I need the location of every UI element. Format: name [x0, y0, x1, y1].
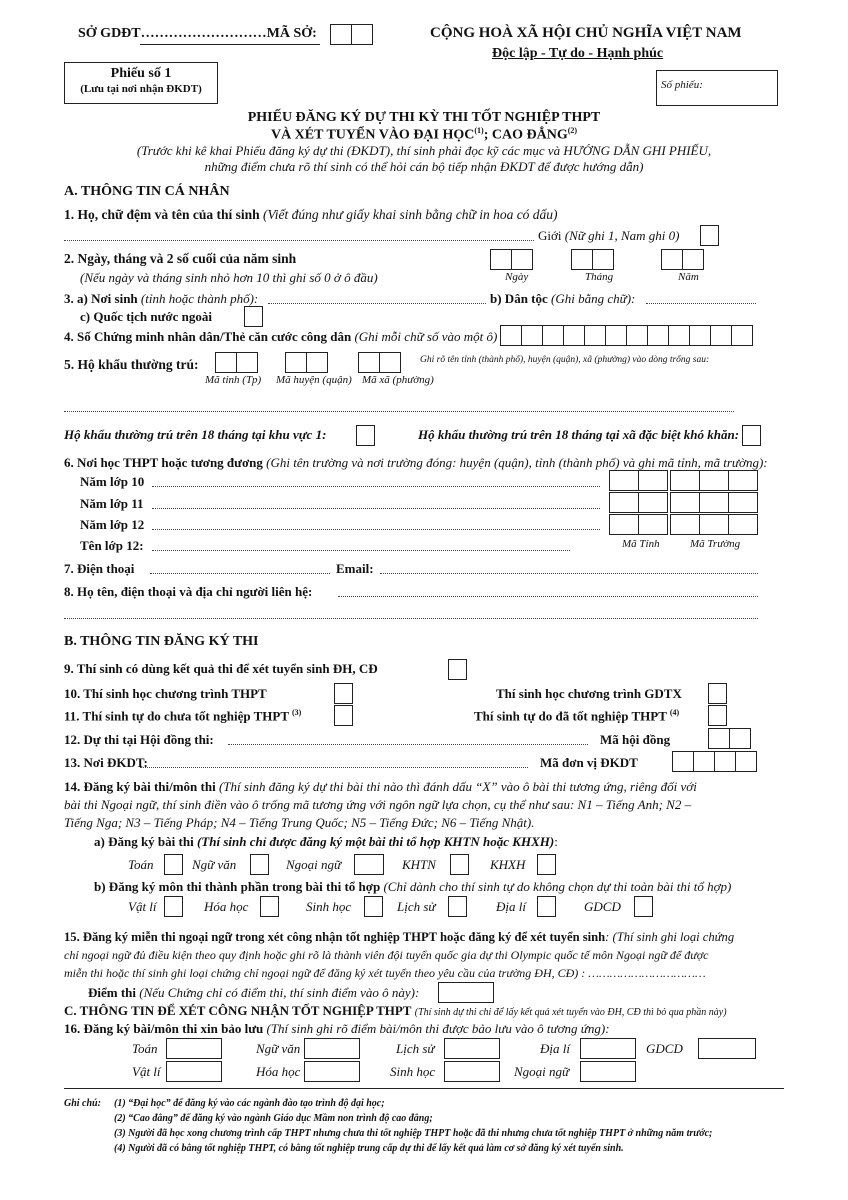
q16-label: 16. Đăng ký bài/môn thi xin bảo lưu: [64, 1021, 264, 1036]
note-3: (3) Người đã học xong chương trình cấp THPT nhưng chưa thi tốt nghiệp THPT hoặc đã thi nhưng chưa tốt nghiệp THPT ở những năm trước;: [114, 1128, 713, 1139]
title-part: VÀ XÉT TUYỂN VÀO ĐẠI HỌC: [270, 127, 475, 143]
q2-note: (Nếu ngày và tháng sinh nhỏ hơn 10 thì ghi số 0 ở ô đầu): [80, 270, 378, 285]
kv1-label: Hộ khẩu thường trú trên 18 tháng tại khu vực 1:: [64, 427, 327, 442]
notes-label: Ghi chú:: [64, 1098, 101, 1109]
q6-line: [64, 455, 768, 471]
ma-huyen-boxes[interactable]: [285, 352, 328, 373]
ma-tinh-tp-boxes[interactable]: [215, 352, 258, 373]
phieu-so-box: [64, 62, 218, 104]
ngay-boxes[interactable]: [490, 249, 533, 270]
gioi-label: Giới: [538, 228, 562, 243]
note-2: (2) “Cao đẳng” để đăng ký vào ngành Giáo dục Mầm non trình độ cao đẳng;: [114, 1113, 433, 1124]
bao-luu-box[interactable]: [304, 1061, 360, 1082]
q13-label: 13. Nơi ĐKDT:: [64, 755, 148, 770]
cmnd-boxes[interactable]: [500, 325, 753, 346]
diem-thi-box[interactable]: [438, 982, 494, 1003]
ma-tinh-label: Mã Tỉnh: [622, 538, 660, 550]
title-sup-2: (2): [567, 126, 578, 135]
q16-line: [64, 1021, 610, 1037]
phieu-note: (Lưu tại nơi nhận ĐKDT): [80, 83, 202, 95]
q14a-line: [94, 834, 558, 850]
bao-luu-label: Toán: [132, 1041, 158, 1056]
sub-b-label: Hóa học: [204, 899, 249, 914]
so-phieu-field[interactable]: [656, 70, 778, 106]
diem-thi-label: Điểm thi: [88, 985, 137, 1000]
so-gddt-label: SỞ GDĐT………………………MÃ SỞ:: [78, 26, 317, 41]
ma-tinh-tp-label: Mã tỉnh (Tp): [205, 374, 262, 386]
q11-box[interactable]: [334, 705, 353, 726]
sub-b-box[interactable]: [634, 896, 653, 917]
q15-label: 15. Đăng ký miễn thi ngoại ngữ trong xét công nhận tốt nghiệp THPT hoặc đăng ký để xét tuyển sinh: [64, 930, 606, 944]
q10-label: 10. Thí sinh học chương trình THPT: [64, 686, 267, 701]
phieu-so: Phiếu số 1: [110, 66, 172, 81]
sub-a-label: Ngữ văn: [192, 857, 237, 872]
ma-xa-boxes[interactable]: [358, 352, 401, 373]
quoc-tich-box[interactable]: [244, 306, 263, 327]
lop11-ma-truong[interactable]: [670, 492, 758, 513]
q11-line: [64, 708, 301, 724]
diem-thi-note: (Nếu Chứng chỉ có điểm thi, thí sinh điểm vào ô này):: [139, 985, 420, 1000]
email-label: Email:: [336, 561, 374, 576]
ma-so-boxes[interactable]: [330, 24, 373, 45]
sub-a-box[interactable]: [354, 854, 384, 875]
lop10-ma-tinh[interactable]: [609, 470, 668, 491]
q16-note: (Thí sinh ghi rõ điểm bài/môn thi được bảo lưu vào ô tương ứng):: [266, 1021, 610, 1036]
q1-note: (Viết đúng như giấy khai sinh bằng chữ in hoa có dấu): [263, 207, 558, 222]
q4-note: (Ghi mỗi chữ số vào một ô): [354, 329, 498, 344]
q3a-note: (tỉnh hoặc thành phố):: [140, 291, 259, 306]
thang-label: Tháng: [585, 271, 614, 283]
q4-label: 4. Số Chứng minh nhân dân/Thẻ căn cước công dân: [64, 329, 352, 344]
ma-hoi-dong-label: Mã hội đồng: [600, 732, 671, 747]
q14a-label: a) Đăng ký bài thi: [94, 834, 194, 849]
q3a-line: [64, 291, 258, 307]
bao-luu-box[interactable]: [580, 1061, 636, 1082]
ma-don-vi-label: Mã đơn vị ĐKDT: [540, 755, 638, 770]
bao-luu-label: Địa lí: [540, 1041, 570, 1056]
q8-label: 8. Họ tên, điện thoại và địa chỉ người liên hệ:: [64, 584, 313, 599]
lop11-label: Năm lớp 11: [80, 496, 144, 511]
email-field[interactable]: [380, 573, 758, 574]
so-gddt-underline: [140, 44, 320, 45]
q14-line: [64, 779, 697, 795]
sub-a-box[interactable]: [537, 854, 556, 875]
bao-luu-box[interactable]: [698, 1038, 756, 1059]
motto: Độc lập - Tự do - Hạnh phúc: [492, 46, 664, 61]
footer-divider: [64, 1088, 784, 1089]
q6-note: (Ghi tên trường và nơi trường đóng: huyện (quận), tỉnh (thành phố) và ghi mã tỉnh, mã trường):: [266, 455, 768, 470]
section-a-title: A. THÔNG TIN CÁ NHÂN: [64, 184, 230, 199]
form-title-1: PHIẾU ĐĂNG KÝ DỰ THI KỲ THI TỐT NGHIỆP THPT: [247, 110, 601, 125]
lop11-field[interactable]: [152, 508, 600, 509]
gdtx-label: Thí sinh học chương trình GDTX: [496, 686, 682, 701]
q4-line: [64, 329, 497, 345]
q15-line: [64, 930, 734, 945]
dan-toc-field[interactable]: [646, 303, 756, 304]
bao-luu-box[interactable]: [580, 1038, 636, 1059]
dbkk-label: Hộ khẩu thường trú trên 18 tháng tại xã đặc biệt khó khăn:: [418, 427, 740, 442]
sub-a-label: KHXH: [490, 857, 526, 872]
lop12-label: Năm lớp 12: [80, 517, 145, 532]
q7-label: 7. Điện thoại: [64, 561, 135, 576]
section-c-line: [64, 1003, 727, 1019]
bao-luu-label: Sinh học: [390, 1064, 436, 1079]
thang-boxes[interactable]: [571, 249, 614, 270]
sub-b-box[interactable]: [448, 896, 467, 917]
sub-a-box[interactable]: [164, 854, 183, 875]
q14-note3: Tiếng Nga; N3 – Tiếng Pháp; N4 – Tiếng Trung Quốc; N5 – Tiếng Đức; N6 – Tiếng Nhật).: [64, 815, 535, 830]
section-c-title: C. THÔNG TIN ĐỂ XÉT CÔNG NHẬN TỐT NGHIỆP THPT: [64, 1003, 412, 1018]
diem-thi-line: [88, 985, 419, 1001]
ma-hoi-dong-boxes[interactable]: [708, 728, 751, 749]
ten-lop12-label: Tên lớp 12:: [80, 538, 144, 553]
q12-label: 12. Dự thi tại Hội đồng thi:: [64, 732, 214, 747]
sub-b-label: Lịch sử: [397, 899, 436, 914]
title-sup-1: (1): [474, 126, 484, 135]
bao-luu-label: Lịch sử: [396, 1041, 435, 1056]
q1-label: 1. Họ, chữ đệm và tên của thí sinh: [64, 207, 260, 222]
sub-a-label: Toán: [128, 857, 154, 872]
sub-b-label: Vật lí: [128, 899, 157, 914]
form-title-2: [0, 126, 848, 144]
lop10-ma-truong[interactable]: [670, 470, 758, 491]
ho-khau-address-field[interactable]: [64, 411, 734, 412]
bao-luu-label: Vật lí: [132, 1064, 161, 1079]
bao-luu-box[interactable]: [166, 1038, 222, 1059]
sub-b-box[interactable]: [260, 896, 279, 917]
gioi-note: (Nữ ghi 1, Nam ghi 0): [564, 228, 680, 243]
nam-label: Năm: [678, 271, 699, 283]
bao-luu-box[interactable]: [166, 1061, 222, 1082]
q9-box[interactable]: [448, 659, 467, 680]
bao-luu-box[interactable]: [304, 1038, 360, 1059]
kv1-box[interactable]: [356, 425, 375, 446]
so-phieu-label: Số phiếu:: [661, 79, 703, 91]
q14-note1: (Thí sinh đăng ký dự thi bài thi nào thì đánh dấu “X” vào ô bài thi tương ứng, riêng đối với: [218, 779, 697, 794]
lop12-ma-tinh[interactable]: [609, 514, 668, 535]
ma-truong-label: Mã Trường: [690, 538, 741, 550]
note-1: (1) “Đại học” để đăng ký vào các ngành đào tạo trình độ đại học;: [114, 1098, 385, 1109]
q11b-label: Thí sinh tự do đã tốt nghiệp THPT: [474, 708, 667, 724]
q14a-end: :: [554, 834, 558, 849]
sub-b-box[interactable]: [164, 896, 183, 917]
lop10-label: Năm lớp 10: [80, 474, 145, 489]
hoi-dong-field[interactable]: [228, 744, 588, 745]
q11b-sup: (4): [669, 708, 680, 717]
title-part-mid: ; CAO ĐẲNG: [483, 127, 568, 143]
note-4: (4) Người đã có bằng tốt nghiệp THPT, có bằng tốt nghiệp trung cấp dự thi để lấy kết quả làm cơ sở đăng ký xét tuyển sinh.: [114, 1143, 624, 1154]
dien-thoai-field[interactable]: [150, 573, 330, 574]
nam-boxes[interactable]: [661, 249, 704, 270]
section-b-title: B. THÔNG TIN ĐĂNG KÝ THI: [64, 634, 259, 649]
sub-b-box[interactable]: [364, 896, 383, 917]
q14b-label: b) Đăng ký môn thi thành phần trong bài thi tổ hợp: [94, 879, 381, 894]
lien-he-field-2[interactable]: [64, 618, 758, 619]
sub-a-label: Ngoại ngữ: [286, 857, 342, 872]
q5-note: Ghi rõ tên tỉnh (thành phố), huyện (quận), xã (phường) vào dòng trống sau:: [420, 355, 710, 365]
ma-huyen-label: Mã huyện (quận): [276, 374, 352, 386]
gioi-box[interactable]: [700, 225, 719, 246]
dbkk-box[interactable]: [742, 425, 761, 446]
q11-label: 11. Thí sinh tự do chưa tốt nghiệp THPT: [64, 708, 289, 724]
q1-line: [64, 207, 558, 223]
q11b-line: [474, 708, 679, 724]
ma-don-vi-boxes[interactable]: [672, 751, 757, 772]
sub-a-label: KHTN: [402, 857, 436, 872]
lop11-ma-tinh[interactable]: [609, 492, 668, 513]
instruction-2: những điểm chưa rõ thí sinh có thể hỏi cán bộ tiếp nhận ĐKDT để được hướng dẫn): [204, 159, 644, 174]
q14b-note: (Chỉ dành cho thí sinh tự do không chọn dự thi toàn bài thi tổ hợp): [383, 879, 732, 894]
lop12-field[interactable]: [152, 529, 600, 530]
bao-luu-label: GDCD: [646, 1041, 683, 1056]
q11b-box[interactable]: [708, 705, 727, 726]
noi-sinh-field[interactable]: [268, 303, 486, 304]
q14b-line: [94, 879, 731, 895]
q9-label: 9. Thí sinh có dùng kết quả thi để xét tuyển sinh ĐH, CĐ: [64, 661, 378, 676]
q15-note1: : (Thí sinh ghi loại chứng: [605, 930, 735, 944]
q3b-label: b) Dân tộc: [490, 291, 548, 306]
q14-note2: bài thi Ngoại ngữ, thí sinh điền vào ô trống mã tương ứng với ngôn ngữ lựa chọn, cụ thể như sau: N1 – Tiếng Anh; N2 –: [64, 797, 692, 812]
q3b-line: [490, 291, 635, 307]
bao-luu-label: Ngữ văn: [256, 1041, 301, 1056]
instruction-1: (Trước khi kê khai Phiếu đăng ký dự thi (ĐKDT), thí sinh phải đọc kỹ các mục và HƯỚNG DẪN GHI PHIẾU,: [136, 143, 712, 158]
sub-b-box[interactable]: [537, 896, 556, 917]
q5-label: 5. Hộ khẩu thường trú:: [64, 357, 199, 372]
lop12-ma-truong[interactable]: [670, 514, 758, 535]
sub-a-box[interactable]: [450, 854, 469, 875]
q3b-note: (Ghi bằng chữ):: [551, 291, 636, 306]
lien-he-field[interactable]: [338, 596, 758, 597]
ngay-label: Ngày: [505, 271, 529, 283]
bao-luu-label: Hóa học: [256, 1064, 301, 1079]
sub-b-label: Địa lí: [496, 899, 526, 914]
bao-luu-label: Ngoại ngữ: [514, 1064, 570, 1079]
q2-label: 2. Ngày, tháng và 2 số cuối của năm sinh: [64, 251, 297, 266]
q11-sup: (3): [292, 708, 302, 717]
ma-xa-label: Mã xã (phường): [362, 374, 434, 386]
q14a-note: (Thí sinh chỉ được đăng ký một bài thi tổ hợp KHTN hoặc KHXH): [196, 834, 555, 849]
sub-b-label: Sinh học: [306, 899, 352, 914]
q10-box[interactable]: [334, 683, 353, 704]
q1-name-field[interactable]: [64, 240, 534, 241]
noi-dkdt-field[interactable]: [140, 767, 528, 768]
gdtx-box[interactable]: [708, 683, 727, 704]
sub-b-label: GDCD: [584, 899, 621, 914]
bao-luu-box[interactable]: [444, 1038, 500, 1059]
q15-note3: miễn thi hoặc thí sinh ghi loại chứng chỉ ngoại ngữ để đăng ký xét tuyển theo yêu cầu của trường ĐH, CĐ) : ……………………………: [64, 966, 706, 980]
q3a-label: 3. a) Nơi sinh: [64, 291, 138, 306]
country-name: CỘNG HOÀ XÃ HỘI CHỦ NGHĨA VIỆT NAM: [430, 25, 742, 41]
gioi-line: [538, 228, 679, 244]
ten-lop12-field[interactable]: [152, 550, 570, 551]
q6-label: 6. Nơi học THPT hoặc tương đương: [64, 455, 263, 470]
bao-luu-box[interactable]: [444, 1061, 500, 1082]
q15-note2: chỉ ngoại ngữ đủ điều kiện theo quy định hoặc ghi rõ là thành viên đội tuyển quốc gia dự thi Olympic quốc tế môn Ngoại ngữ để được: [64, 948, 709, 962]
sub-a-box[interactable]: [250, 854, 269, 875]
q14-label: 14. Đăng ký bài thi/môn thi: [64, 779, 216, 794]
section-c-note: (Thí sinh dự thi chỉ để lấy kết quả xét tuyển vào ĐH, CĐ thì bỏ qua phần này): [414, 1007, 727, 1018]
q3c-label: c) Quốc tịch nước ngoài: [80, 309, 212, 324]
lop10-field[interactable]: [152, 486, 600, 487]
